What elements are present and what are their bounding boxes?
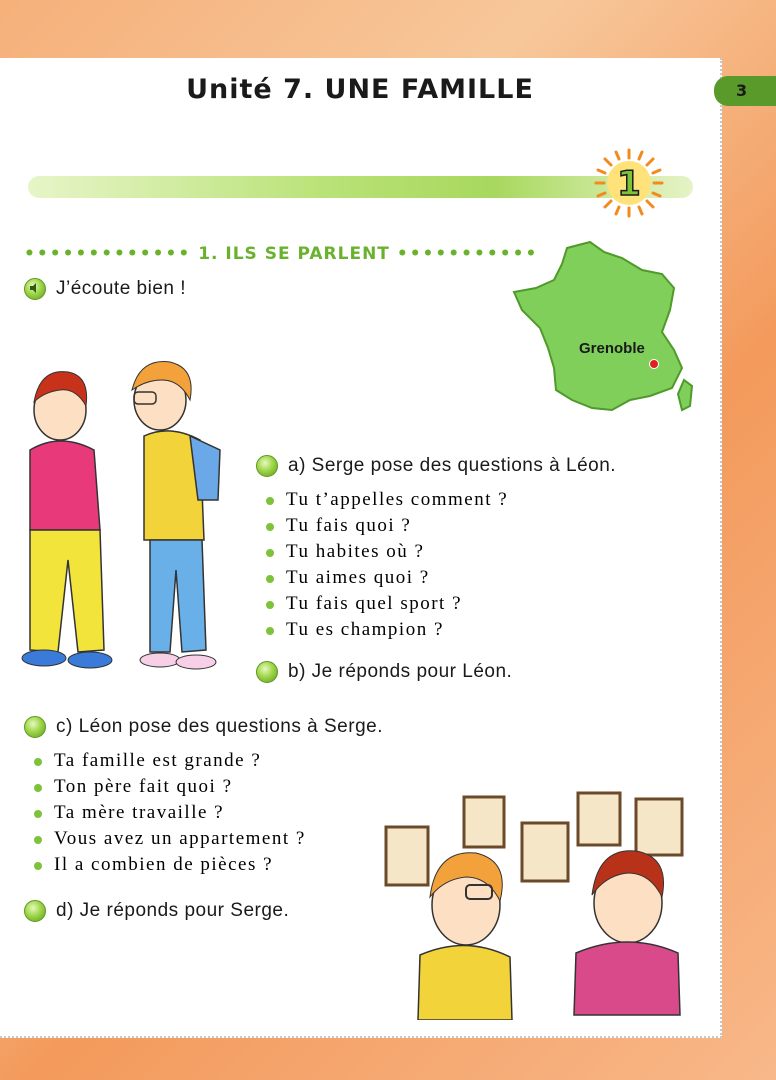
section-heading: ••••••••••••• 1. ILS SE PARLENT ••••••••••• — [24, 244, 539, 264]
exercise-a-prompt: a) Serge pose des questions à Léon. — [256, 455, 616, 477]
exercise-c-prompt: c) Léon pose des questions à Serge. — [24, 716, 383, 738]
speaker-icon[interactable] — [24, 278, 46, 300]
dot-icon — [266, 627, 274, 635]
dot-icon — [34, 862, 42, 870]
dot-icon — [266, 523, 274, 531]
exercise-c-question: Il a combien de pièces ? — [34, 854, 273, 876]
exercise-a-question: Tu t’appelles comment ? — [266, 489, 508, 511]
green-bullet-icon — [256, 661, 278, 683]
exercise-a-question: Tu fais quel sport ? — [266, 593, 462, 615]
exercise-c-question: Ta mère travaille ? — [34, 802, 224, 824]
dot-icon — [34, 810, 42, 818]
lesson-number: 1 — [617, 164, 641, 204]
dot-icon — [34, 758, 42, 766]
exercise-d-prompt: d) Je réponds pour Serge. — [24, 900, 289, 922]
dot-icon — [34, 836, 42, 844]
illustration-two-boys — [10, 340, 235, 685]
dot-icon — [34, 784, 42, 792]
exercise-a-question: Tu aimes quoi ? — [266, 567, 430, 589]
green-bullet-icon — [24, 900, 46, 922]
section-title: 1. ILS SE PARLENT — [198, 244, 390, 264]
page-title: Unité 7. UNE FAMILLE — [186, 74, 534, 105]
exercise-a-question: Tu es champion ? — [266, 619, 444, 641]
dot-icon — [266, 601, 274, 609]
green-bullet-icon — [24, 716, 46, 738]
illustration-family-portraits — [380, 785, 690, 1020]
dot-icon — [266, 549, 274, 557]
dot-icon — [266, 575, 274, 583]
exercise-c-question: Vous avez un appartement ? — [34, 828, 306, 850]
lesson-number-badge — [594, 148, 664, 218]
exercise-c-question: Ta famille est grande ? — [34, 750, 261, 772]
listen-instruction: J’écoute bien ! — [24, 278, 186, 300]
exercise-a-question: Tu habites où ? — [266, 541, 424, 563]
france-map — [512, 240, 702, 420]
map-city-label: Grenoble — [579, 340, 645, 357]
dot-icon — [266, 497, 274, 505]
exercise-c-question: Ton père fait quoi ? — [34, 776, 233, 798]
exercise-b-prompt: b) Je réponds pour Léon. — [256, 661, 512, 683]
green-bullet-icon — [256, 455, 278, 477]
page-number: 3 — [736, 81, 748, 100]
exercise-a-question: Tu fais quoi ? — [266, 515, 411, 537]
